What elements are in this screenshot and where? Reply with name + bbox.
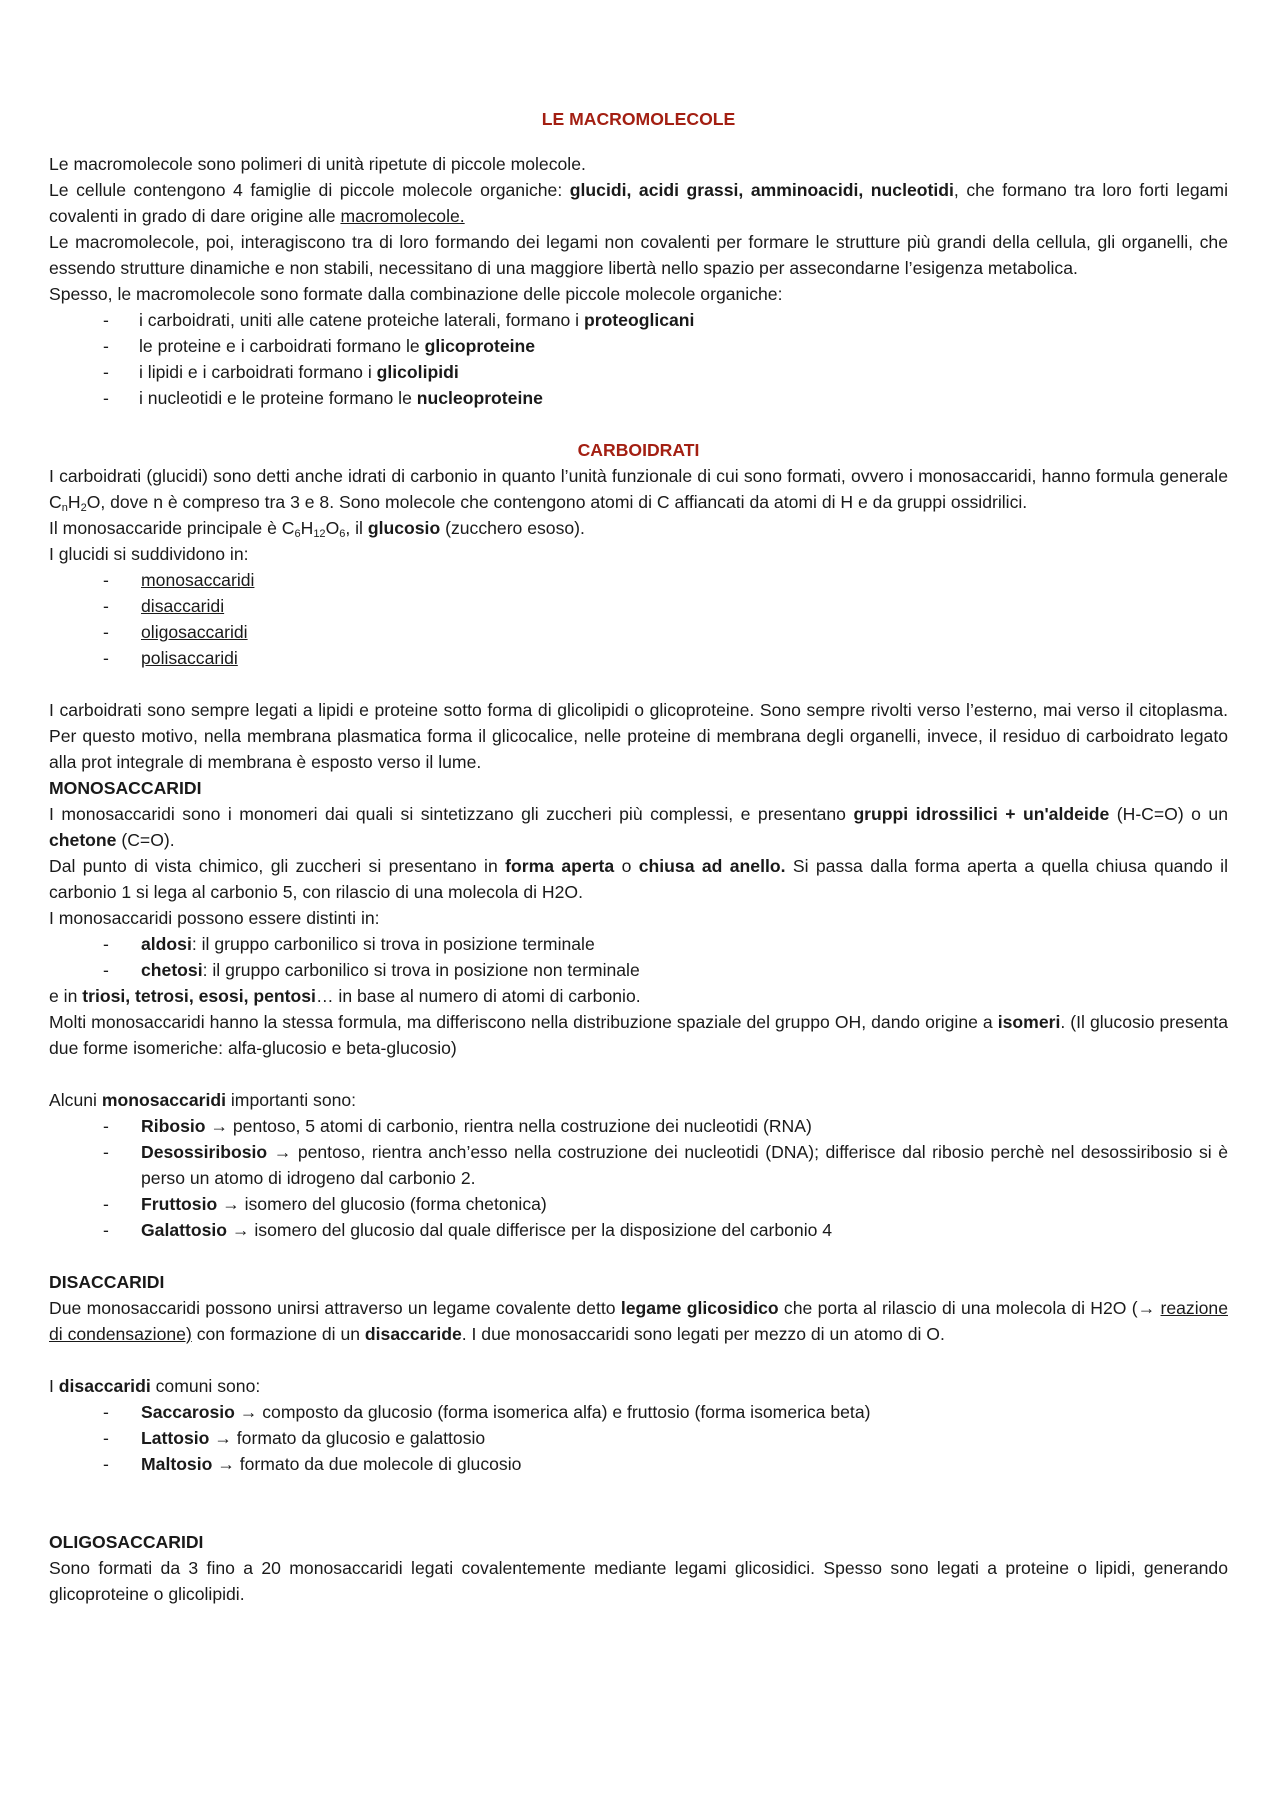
dash-bullet: -	[103, 570, 109, 590]
list-item	[49, 593, 1228, 619]
list-item	[49, 359, 1228, 385]
bold-span: Ribosio	[141, 1116, 206, 1136]
subscript: n	[61, 502, 68, 514]
glucidi-types-list	[49, 567, 1228, 671]
text-span: → isomero del glucosio (forma chetonica)	[217, 1194, 547, 1214]
dash-bullet: -	[103, 1116, 109, 1136]
bold-span: triosi, tetrosi, esosi, pentosi	[82, 986, 316, 1006]
text-span: O, dove n è compreso tra 3 e 8. Sono molecole che contengono atomi di C affiancati da atomi di H e da gruppi ossidrilici.	[86, 492, 1028, 512]
text-span: → formato da glucosio e galattosio	[209, 1428, 486, 1448]
list-item	[49, 1425, 1228, 1451]
text-span: O	[325, 518, 340, 538]
text-span: Le cellule contengono 4 famiglie di piccole molecole organiche:	[49, 180, 570, 200]
subscript: 6	[339, 528, 346, 540]
bold-span: legame glicosidico	[620, 1298, 779, 1318]
list-item	[49, 1399, 1228, 1425]
text-span: che porta al rilascio di una molecola di H2O (→	[778, 1298, 1161, 1318]
page-title: LE MACROMOLECOLE	[541, 109, 736, 129]
section-heading-disaccaridi: DISACCARIDI	[49, 1272, 165, 1292]
bold-span: aldosi	[141, 934, 192, 954]
section-heading-monosaccaridi: MONOSACCARIDI	[49, 778, 202, 798]
text-span: o	[614, 856, 639, 876]
spacer	[49, 1477, 1228, 1529]
underlined-span: oligosaccaridi	[141, 622, 248, 642]
dash-bullet: -	[103, 362, 109, 382]
text-span: → formato da due molecole di glucosio	[212, 1454, 522, 1474]
dash-bullet: -	[103, 648, 109, 668]
dash-bullet: -	[103, 596, 109, 616]
bold-span: monosaccaridi	[101, 1090, 226, 1110]
bold-span: nucleoproteine	[416, 388, 543, 408]
text-span: → composto da glucosio (forma isomerica alfa) e fruttosio (forma isomerica beta)	[234, 1402, 871, 1422]
bold-span: Fruttosio	[141, 1194, 218, 1214]
text-span: le proteine e i carboidrati formano le	[139, 336, 425, 356]
text-span: i carboidrati, uniti alle catene proteiche laterali, formano i	[139, 310, 584, 330]
list-item	[49, 385, 1228, 411]
subscript: 6	[294, 528, 301, 540]
list-item	[49, 1139, 1228, 1191]
bold-span: disaccaridi	[58, 1376, 151, 1396]
spacer	[49, 1061, 1228, 1087]
carboidrati-paragraph-4: I carboidrati sono sempre legati a lipidi e proteine sotto forma di glicolipidi o glicoproteine. Sono sempre rivolti verso l’esterno, mai verso il citoplasma. Per questo motivo, nella membrana plasmatica forma il glicocalice, nelle proteine di membrana degli organelli, invece, il residuo di carboidrato legato alla prot integrale di membrana è esposto verso il lume.	[49, 700, 1228, 772]
text-span: Molti monosaccaridi hanno la stessa formula, ma differiscono nella distribuzione spaziale del gruppo OH, dando origine a	[49, 1012, 998, 1032]
bold-span: gruppi idrossilici + un'aldeide	[853, 804, 1110, 824]
spacer	[49, 671, 1228, 697]
text-span: Dal punto di vista chimico, gli zuccheri si presentano in	[49, 856, 506, 876]
combination-list	[49, 307, 1228, 411]
dash-bullet: -	[103, 1142, 109, 1162]
carboidrati-paragraph-1	[49, 463, 1228, 515]
bold-span: glucosio	[367, 518, 441, 538]
intro-paragraph-1: Le macromolecole sono polimeri di unità ripetute di piccole molecole.	[49, 154, 586, 174]
subscript: 12	[313, 528, 326, 540]
text-span: : il gruppo carbonilico si trova in posizione non terminale	[202, 960, 640, 980]
disaccaridi-paragraph-1	[49, 1295, 1228, 1347]
dash-bullet: -	[103, 1428, 109, 1448]
dash-bullet: -	[103, 388, 109, 408]
text-span: I monosaccaridi sono i monomeri dai quali si sintetizzano gli zuccheri più complessi, e presentano	[49, 804, 854, 824]
text-span: Il monosaccaride principale è C	[49, 518, 295, 538]
underlined-span: reazione di condensazione)	[49, 1298, 1228, 1344]
dash-bullet: -	[103, 336, 109, 356]
text-span: I carboidrati (glucidi) sono detti anche idrati di carbonio in quanto l’unità funzionale di cui sono formati, ovvero i monosaccaridi, hanno formula generale C	[49, 466, 1228, 512]
bold-span: Desossiribosio	[141, 1142, 268, 1162]
bold-span: chetosi	[141, 960, 203, 980]
underlined-span: macromolecole.	[340, 206, 465, 226]
underlined-span: monosaccaridi	[141, 570, 255, 590]
text-span: Si passa dalla forma aperta a quella chiusa quando il carbonio 1 si lega al carbonio 5, con rilascio di una molecola di H2O.	[49, 856, 1228, 902]
text-span: . I due monosaccaridi sono legati per mezzo di un atomo di O.	[461, 1324, 945, 1344]
carboidrati-paragraph-3: I glucidi si suddividono in:	[49, 544, 249, 564]
text-span: Due monosaccaridi possono unirsi attraverso un legame covalente detto	[49, 1298, 621, 1318]
document-body	[49, 106, 1228, 1607]
list-item	[49, 1113, 1228, 1139]
dash-bullet: -	[103, 934, 109, 954]
text-span: , che formano tra loro forti legami covalenti in grado di dare origine alle	[49, 180, 1228, 226]
bold-span: glicoproteine	[424, 336, 536, 356]
text-span: → isomero del glucosio dal quale differisce per la disposizione del carbonio 4	[227, 1220, 833, 1240]
text-span: … in base al numero di atomi di carbonio.	[315, 986, 641, 1006]
dash-bullet: -	[103, 960, 109, 980]
text-span: I	[49, 1376, 59, 1396]
monosaccaridi-paragraph-5	[49, 1009, 1228, 1061]
bold-span: isomeri	[997, 1012, 1061, 1032]
list-item	[49, 567, 1228, 593]
dash-bullet: -	[103, 1454, 109, 1474]
text-span: (H-C=O) o un	[1109, 804, 1228, 824]
list-item	[49, 931, 1228, 957]
monosaccaridi-paragraph-4	[49, 983, 1228, 1009]
dash-bullet: -	[103, 310, 109, 330]
bold-span: forma aperta	[505, 856, 615, 876]
list-item	[49, 1451, 1228, 1477]
common-disaccharides-list	[49, 1399, 1228, 1477]
text-span: con formazione di un	[191, 1324, 365, 1344]
underlined-span: polisaccaridi	[141, 648, 238, 668]
text-span: (C=O).	[116, 830, 175, 850]
spacer	[49, 1347, 1228, 1373]
important-monosaccharides-list	[49, 1113, 1228, 1243]
text-span: → pentoso, 5 atomi di carbonio, rientra nella costruzione dei nucleotidi (RNA)	[205, 1116, 812, 1136]
text-span: H	[67, 492, 81, 512]
list-item	[49, 307, 1228, 333]
section-heading-carboidrati: CARBOIDRATI	[577, 440, 700, 460]
monosaccaridi-paragraph-2	[49, 853, 1228, 905]
bold-span: Lattosio	[141, 1428, 210, 1448]
section-heading-oligosaccaridi: OLIGOSACCARIDI	[49, 1532, 204, 1552]
aldosi-chetosi-list	[49, 931, 1228, 983]
text-span: H	[300, 518, 314, 538]
bold-span: Maltosio	[141, 1454, 213, 1474]
text-span: Alcuni	[49, 1090, 102, 1110]
text-span: . (Il glucosio presenta due forme isomeriche: alfa-glucosio e beta-glucosio)	[49, 1012, 1228, 1058]
text-span: e in	[49, 986, 83, 1006]
list-item	[49, 645, 1228, 671]
carboidrati-paragraph-2	[49, 515, 1228, 541]
list-item	[49, 957, 1228, 983]
monosaccaridi-paragraph-1	[49, 801, 1228, 853]
list-item	[49, 333, 1228, 359]
underlined-span: disaccaridi	[141, 596, 225, 616]
list-item	[49, 1217, 1228, 1243]
text-span: (zucchero esoso).	[440, 518, 585, 538]
monosaccaridi-paragraph-6	[49, 1087, 1228, 1113]
text-span: importanti sono:	[226, 1090, 357, 1110]
dash-bullet: -	[103, 1194, 109, 1214]
text-span: i lipidi e i carboidrati formano i	[139, 362, 377, 382]
text-span: : il gruppo carbonilico si trova in posizione terminale	[191, 934, 595, 954]
text-span: , il	[345, 518, 368, 538]
bold-span: disaccaride	[364, 1324, 462, 1344]
bold-span: Saccarosio	[141, 1402, 235, 1422]
oligosaccaridi-paragraph-1: Sono formati da 3 fino a 20 monosaccaridi legati covalentemente mediante legami glicosidici. Spesso sono legati a proteine o lipidi, generando glicoproteine o glicolipidi.	[49, 1558, 1228, 1604]
list-item	[49, 1191, 1228, 1217]
intro-paragraph-4: Spesso, le macromolecole sono formate dalla combinazione delle piccole molecole organiche:	[49, 284, 783, 304]
monosaccaridi-paragraph-3: I monosaccaridi possono essere distinti in:	[49, 908, 380, 928]
text-span: → pentoso, rientra anch’esso nella costruzione dei nucleotidi (DNA); differisce dal ribosio perchè nel desossiribosio si è perso un atomo di idrogeno dal carbonio 2.	[141, 1142, 1228, 1188]
subscript: 2	[80, 502, 87, 514]
dash-bullet: -	[103, 1220, 109, 1240]
intro-paragraph-2	[49, 177, 1228, 229]
bold-span: glicolipidi	[376, 362, 459, 382]
dash-bullet: -	[103, 622, 109, 642]
disaccaridi-paragraph-2	[49, 1373, 1228, 1399]
list-item	[49, 619, 1228, 645]
bold-span: glucidi, acidi grassi, amminoacidi, nucleotidi	[569, 180, 954, 200]
bold-span: chiusa ad anello.	[638, 856, 786, 876]
text-span: comuni sono:	[150, 1376, 261, 1396]
dash-bullet: -	[103, 1402, 109, 1422]
bold-span: chetone	[49, 830, 117, 850]
bold-span: proteoglicani	[583, 310, 695, 330]
spacer	[49, 1243, 1228, 1269]
text-span: i nucleotidi e le proteine formano le	[139, 388, 417, 408]
bold-span: Galattosio	[141, 1220, 228, 1240]
intro-paragraph-3: Le macromolecole, poi, interagiscono tra di loro formando dei legami non covalenti per formare le strutture più grandi della cellula, gli organelli, che essendo strutture dinamiche e non stabili, necessitano di una maggiore libertà nello spazio per assecondarne l’esigenza metabolica.	[49, 232, 1228, 278]
